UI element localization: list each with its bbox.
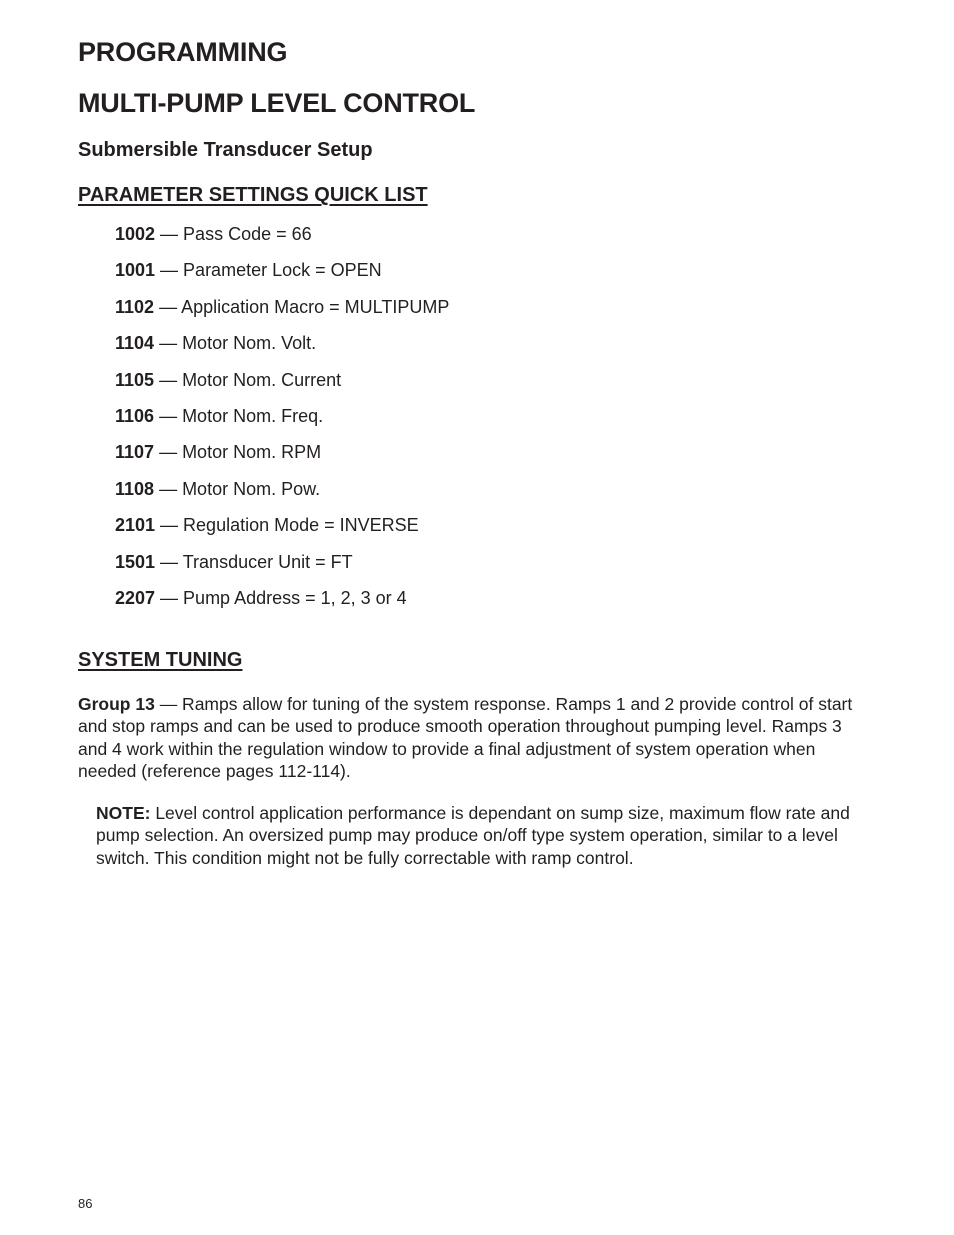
parameter-description: — Regulation Mode = INVERSE: [155, 515, 419, 536]
page-number: 86: [78, 1196, 93, 1211]
parameter-code: 1107: [115, 442, 155, 463]
subtitle: Submersible Transducer Setup: [78, 139, 373, 161]
parameter-description: — Parameter Lock = OPEN: [155, 260, 382, 281]
group-label: Group 13: [78, 694, 155, 714]
parameter-code: 1108: [115, 478, 155, 499]
note-label: NOTE:: [96, 803, 151, 823]
list-item: [115, 478, 449, 514]
list-item: [115, 223, 449, 259]
parameter-code: 1102: [115, 296, 155, 317]
parameter-description: — Motor Nom. Pow.: [154, 478, 321, 499]
parameter-code: 1105: [115, 369, 155, 390]
list-item: [115, 405, 449, 441]
parameter-list: [115, 223, 449, 623]
list-item: [115, 441, 449, 477]
parameter-description: — Motor Nom. Current: [154, 369, 342, 390]
parameter-code: 1106: [115, 405, 155, 426]
group-description: — Ramps allow for tuning of the system response. Ramps 1 and 2 provide control of start and stop ramps and can be used to produce smooth operation throughout pumping level. Ramps 3 and 4 work within the regulation window to provide a final adjustment of system operation when needed (reference pages 112-114).: [78, 694, 853, 782]
system-tuning-heading: SYSTEM TUNING: [78, 649, 243, 671]
page-title: MULTI-PUMP LEVEL CONTROL: [78, 88, 476, 118]
parameter-code: 1001: [115, 260, 156, 281]
list-item: [115, 369, 449, 405]
list-item: [115, 551, 449, 587]
group-13-paragraph: [78, 693, 868, 783]
list-item: [115, 587, 449, 623]
parameter-code: 2207: [115, 587, 156, 608]
parameter-description: — Transducer Unit = FT: [155, 551, 353, 572]
list-item: [115, 259, 449, 295]
parameter-description: — Motor Nom. Freq.: [154, 405, 324, 426]
parameter-description: — Pump Address = 1, 2, 3 or 4: [155, 587, 407, 608]
list-item: [115, 296, 449, 332]
note-text: Level control application performance is dependant on sump size, maximum flow rate and pump selection. An oversized pump may produce on/off type system operation, similar to a level switch. This condition might not be fully correctable with ramp control.: [96, 803, 850, 868]
list-item: [115, 332, 449, 368]
parameter-code: 1104: [115, 333, 155, 354]
parameter-description: — Motor Nom. RPM: [154, 442, 322, 463]
parameter-code: 1002: [115, 224, 156, 244]
note-paragraph: [96, 802, 866, 869]
parameter-description: — Application Macro = MULTIPUMP: [154, 296, 450, 317]
parameter-description: — Motor Nom. Volt.: [154, 333, 317, 354]
parameter-code: 2101: [115, 515, 156, 536]
parameter-code: 1501: [115, 551, 156, 572]
section-heading: PROGRAMMING: [78, 37, 288, 67]
list-item: [115, 514, 449, 550]
parameter-description: — Pass Code = 66: [155, 224, 312, 244]
parameter-list-heading: PARAMETER SETTINGS QUICK LIST: [78, 184, 428, 206]
